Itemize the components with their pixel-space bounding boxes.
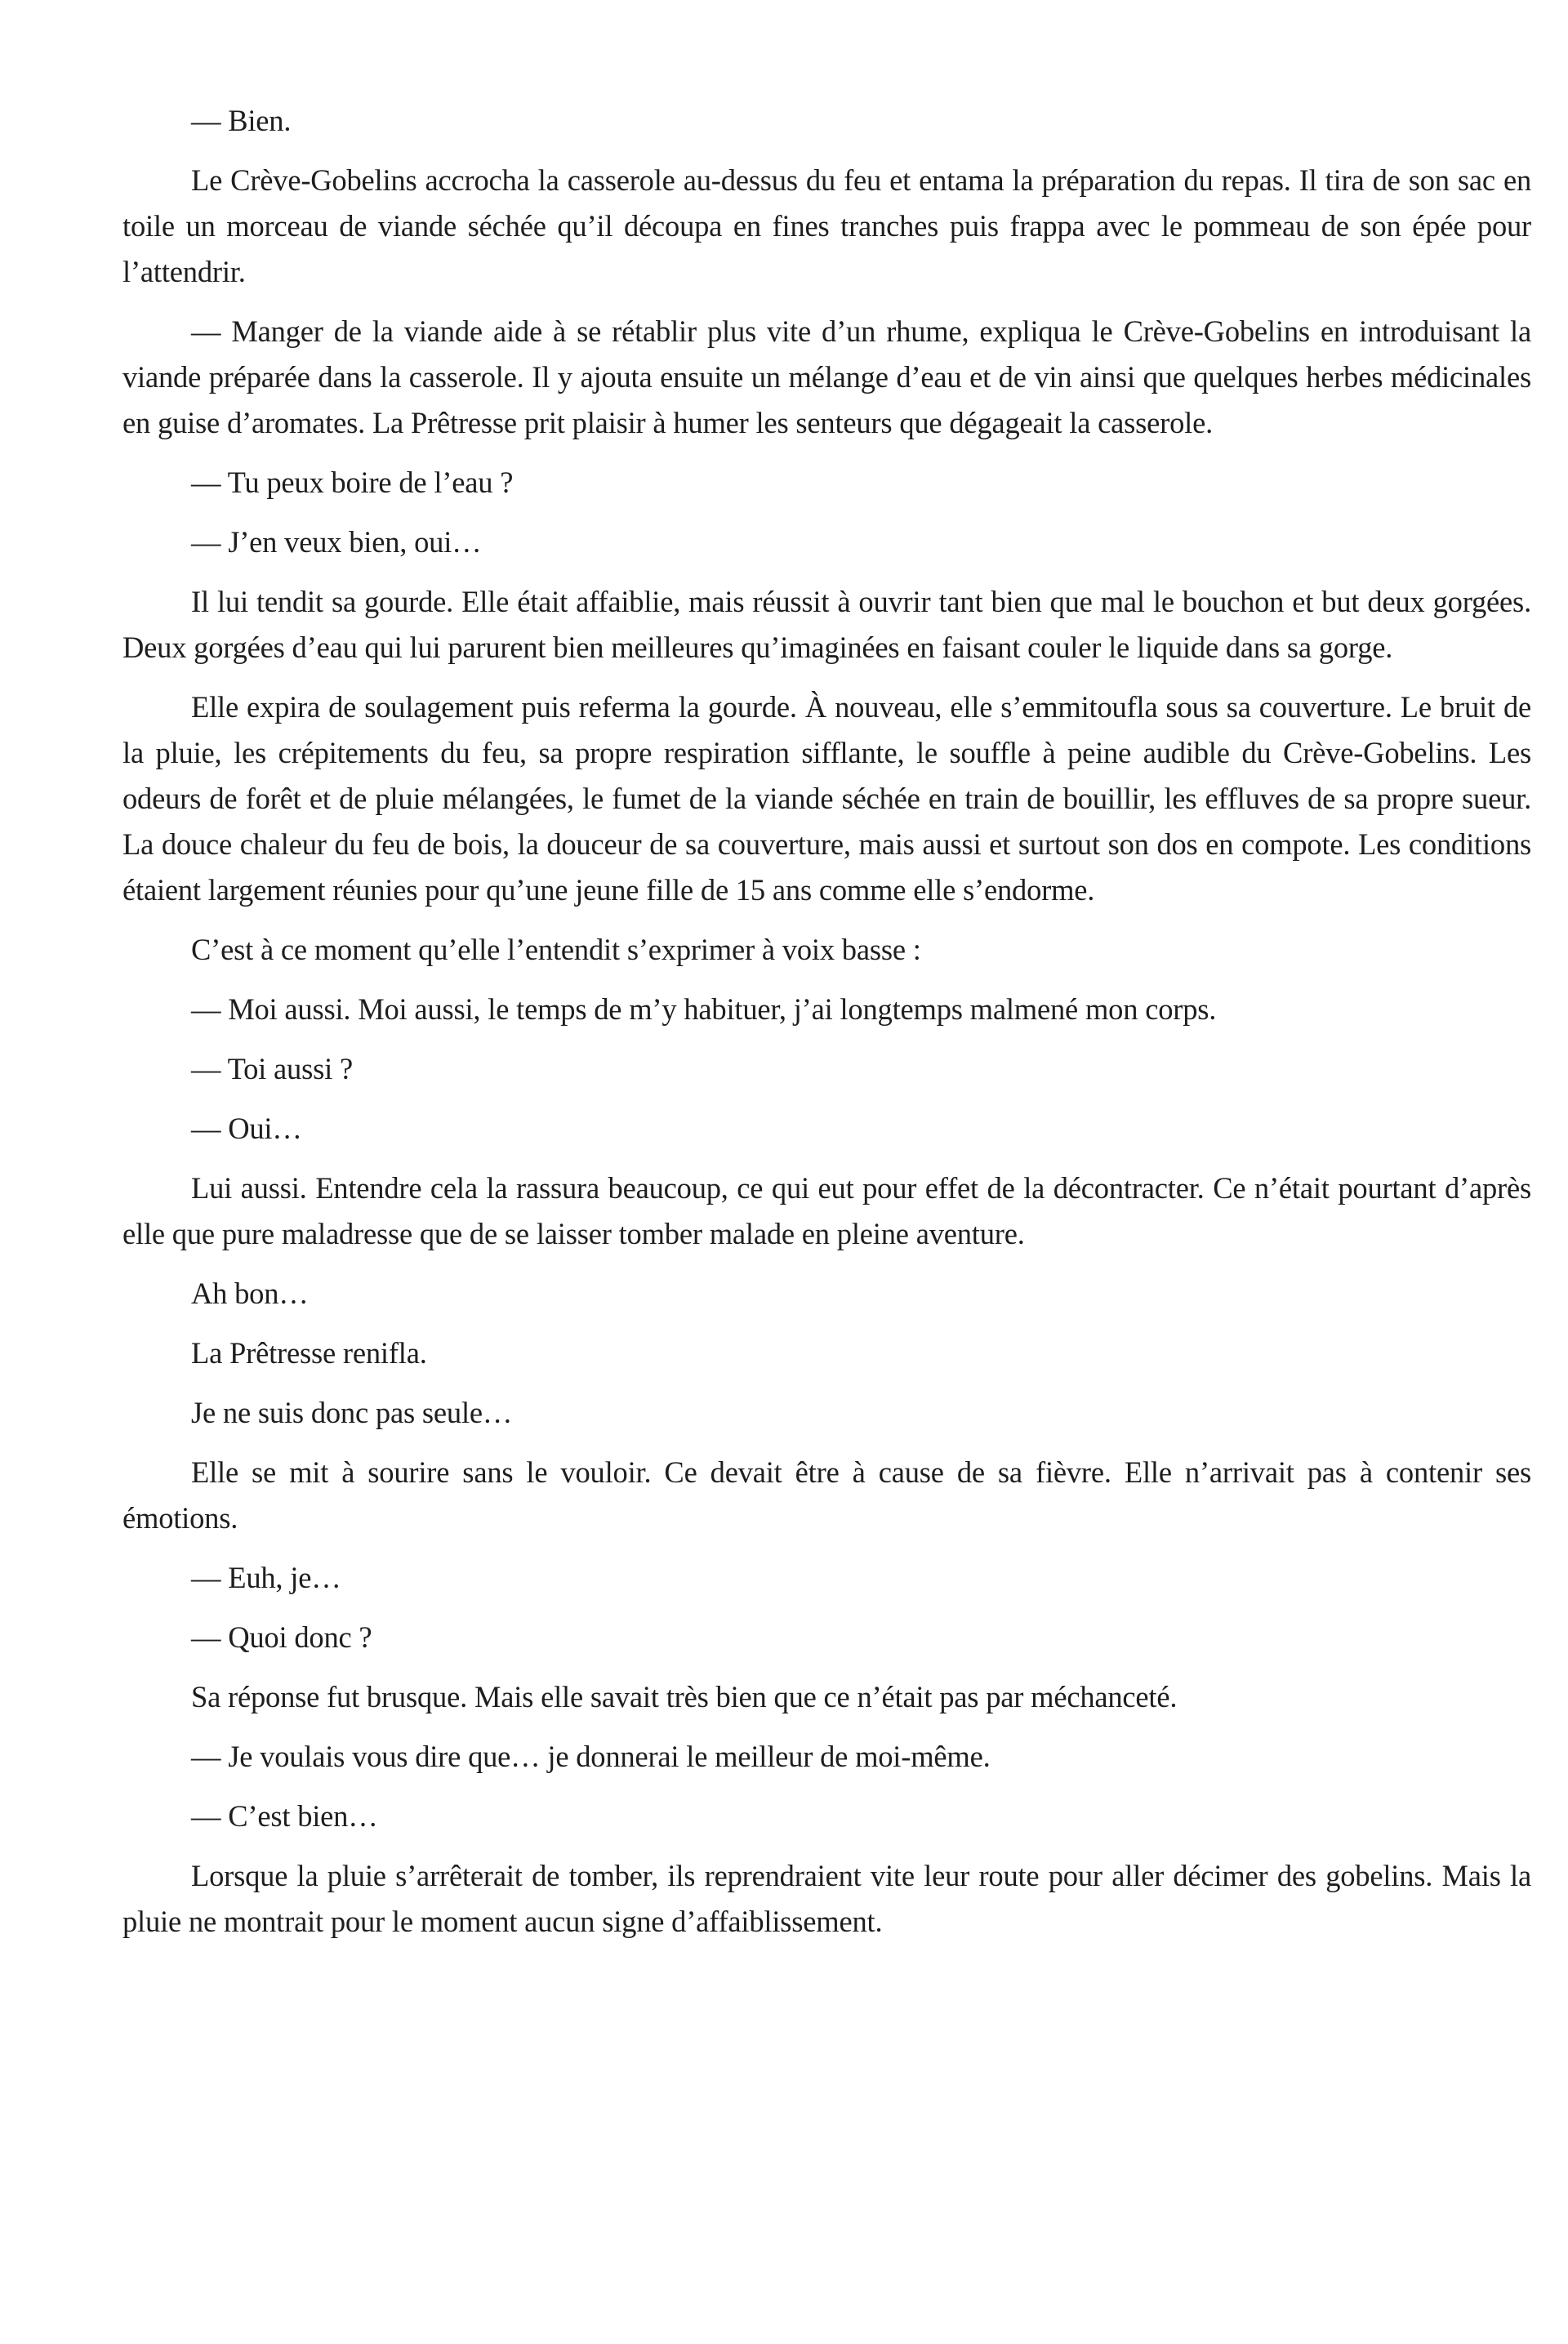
- paragraph-thought: Ah bon…: [191, 1277, 309, 1310]
- paragraph-narration: Lorsque la pluie s’arrêterait de tomber, ils reprendraient vite leur route pour aller décimer des gobelins. Mais la pluie ne montrait pour le moment aucun signe d’affaiblissement.: [122, 1859, 1531, 1938]
- paragraph-narration: Elle se mit à sourire sans le vouloir. Ce devait être à cause de sa fièvre. Elle n’arrivait pas à contenir ses émotions.: [122, 1455, 1531, 1535]
- paragraph-narration: Lui aussi. Entendre cela la rassura beaucoup, ce qui eut pour effet de la décontracter. Ce n’était pourtant d’après elle que pure maladresse que de se laisser tomber malade en pleine aventure.: [122, 1171, 1531, 1250]
- paragraph-dialogue: — Quoi donc ?: [191, 1620, 372, 1654]
- paragraph-narration: Sa réponse fut brusque. Mais elle savait très bien que ce n’était pas par méchanceté.: [191, 1680, 1178, 1713]
- paragraph-dialogue: — Manger de la viande aide à se rétablir plus vite d’un rhume, expliqua le Crève-Gobelins en introduisant la viande préparée dans la casserole. Il y ajouta ensuite un mélange d’eau et de vin ainsi que quelques herbes médicinales en guise d’aromates. La Prêtresse prit plaisir à humer les senteurs que dégageait la casserole.: [122, 314, 1531, 439]
- paragraph-dialogue: — Bien.: [191, 104, 292, 137]
- paragraph-dialogue: — Oui…: [191, 1112, 302, 1145]
- paragraph-thought: Je ne suis donc pas seule…: [191, 1396, 513, 1429]
- paragraph-narration: Elle expira de soulagement puis referma la gourde. À nouveau, elle s’emmitoufla sous sa couverture. Le bruit de la pluie, les crépitements du feu, sa propre respiration sifflante, le souffle à peine audible du Crève-Gobelins. Les odeurs de forêt et de pluie mélangées, le fumet de la viande séchée en train de bouillir, les effluves de sa propre sueur. La douce chaleur du feu de bois, la douceur de sa couverture, mais aussi et surtout son dos en compote. Les conditions étaient largement réunies pour qu’une jeune fille de 15 ans comme elle s’endorme.: [122, 690, 1531, 907]
- book-page: [122, 98, 1531, 1959]
- paragraph-narration: Le Crève-Gobelins accrocha la casserole au-dessus du feu et entama la préparation du repas. Il tira de son sac en toile un morceau de viande séchée qu’il découpa en fines tranches puis frappa avec le pommeau de son épée pour l’attendrir.: [122, 163, 1531, 288]
- paragraph-dialogue: — Euh, je…: [191, 1561, 341, 1594]
- paragraph-dialogue: — Toi aussi ?: [191, 1052, 353, 1085]
- paragraph-dialogue: — C’est bien…: [191, 1799, 378, 1833]
- paragraph-dialogue: — Je voulais vous dire que… je donnerai le meilleur de moi-même.: [191, 1740, 991, 1773]
- paragraph-narration: La Prêtresse renifla.: [191, 1336, 427, 1370]
- paragraph-dialogue: — Moi aussi. Moi aussi, le temps de m’y habituer, j’ai longtemps malmené mon corps.: [191, 992, 1217, 1026]
- paragraph-dialogue: — Tu peux boire de l’eau ?: [191, 466, 514, 499]
- paragraph-dialogue: — J’en veux bien, oui…: [191, 525, 482, 559]
- paragraph-narration: Il lui tendit sa gourde. Elle était affaiblie, mais réussit à ouvrir tant bien que mal le bouchon et but deux gorgées. Deux gorgées d’eau qui lui parurent bien meilleures qu’imaginées en faisant couler le liquide dans sa gorge.: [122, 585, 1531, 664]
- paragraph-narration: C’est à ce moment qu’elle l’entendit s’exprimer à voix basse :: [191, 933, 921, 966]
